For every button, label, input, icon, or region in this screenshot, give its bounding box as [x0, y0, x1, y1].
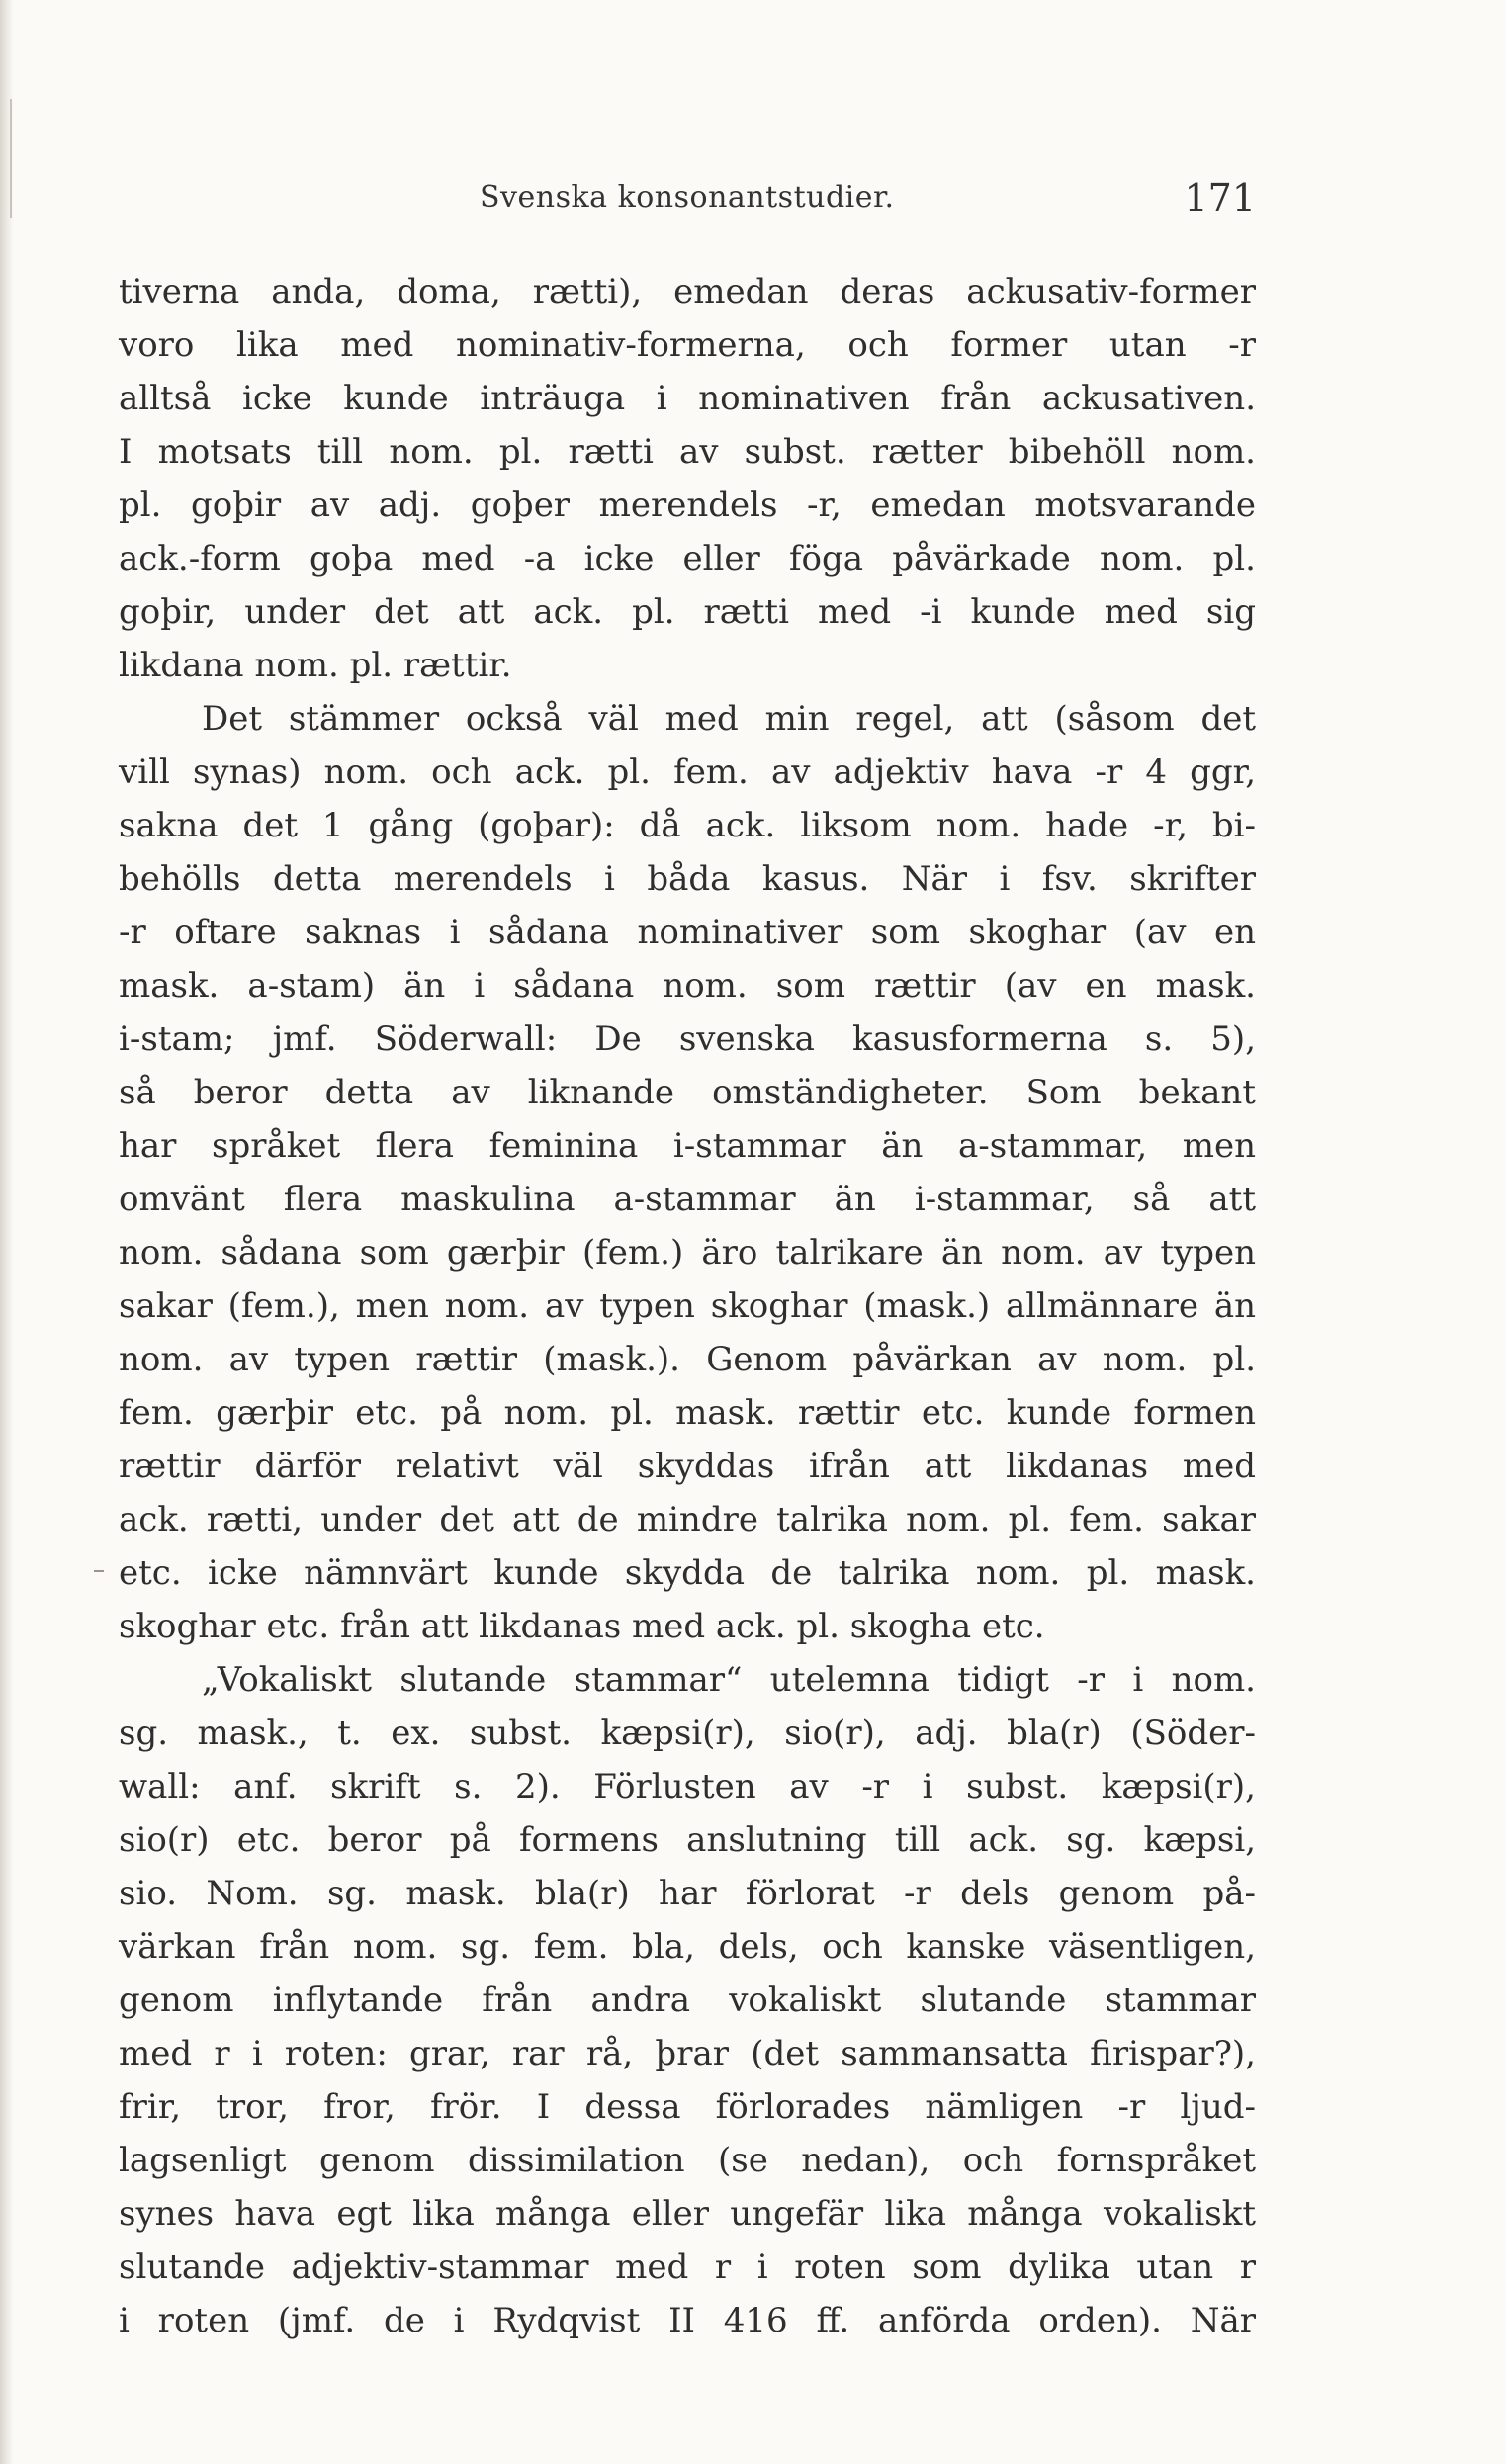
text-line: behölls detta merendels i båda kasus. När i fsv. skrifter — [119, 859, 1256, 899]
text-line: lagsenligt genom dissimilation (se nedan), och fornspråket — [119, 2141, 1256, 2180]
text-line: nom. sådana som gærþir (fem.) äro talrikare än nom. av typen — [119, 1233, 1256, 1273]
text-line: så beror detta av liknande omständigheter. Som bekant — [119, 1073, 1256, 1112]
text-line: etc. icke nämnvärt kunde skydda de talrika nom. pl. mask. — [119, 1553, 1256, 1593]
page-gutter — [0, 0, 14, 2464]
text-line: skoghar etc. från att likdanas med ack. pl. skogha etc. — [119, 1607, 1045, 1646]
text-line: sg. mask., t. ex. subst. kæpsi(r), sio(r), adj. bla(r) (Söder- — [119, 1714, 1256, 1753]
text-line: -r oftare saknas i sådana nominativer som skoghar (av en — [119, 913, 1256, 952]
text-line: omvänt flera maskulina a-stammar än i-stammar, så att — [119, 1180, 1256, 1219]
text-line: rættir därför relativt väl skyddas ifrån att likdanas med — [119, 1447, 1256, 1486]
text-line: Det stämmer också väl med min regel, att (såsom det — [202, 699, 1256, 739]
text-line: tiverna anda, doma, rætti), emedan deras ackusativ-former — [119, 272, 1256, 311]
text-line: goþir, under det att ack. pl. rætti med -i kunde med sig — [119, 592, 1256, 632]
text-line: alltså icke kunde inträuga i nominativen från ackusativen. — [119, 379, 1256, 418]
text-line: sio(r) etc. beror på formens anslutning till ack. sg. kæpsi, — [119, 1820, 1256, 1860]
text-line: i roten (jmf. de i Rydqvist II 416 ff. anförda orden). När — [119, 2301, 1256, 2340]
text-line: med r i roten: grar, rar rå, þrar (det sammansatta firispar?), — [119, 2034, 1256, 2073]
text-line: genom inflytande från andra vokaliskt slutande stammar — [119, 1980, 1256, 2020]
text-line: ack.-form goþa med -a icke eller föga påvärkade nom. pl. — [119, 539, 1256, 578]
page-number: 171 — [1184, 176, 1256, 220]
text-line: vill synas) nom. och ack. pl. fem. av adjektiv hava -r 4 ggr, — [119, 752, 1256, 792]
text-line: likdana nom. pl. rættir. — [119, 646, 512, 685]
text-line: „Vokaliskt slutande stammar“ utelemna tidigt -r i nom. — [202, 1660, 1256, 1700]
text-line: värkan från nom. sg. fem. bla, dels, och kanske väsentligen, — [119, 1927, 1256, 1967]
text-line: nom. av typen rættir (mask.). Genom påvärkan av nom. pl. — [119, 1340, 1256, 1379]
text-line: wall: anf. skrift s. 2). Förlusten av -r i subst. kæpsi(r), — [119, 1767, 1256, 1806]
text-line: I motsats till nom. pl. rætti av subst. rætter bibehöll nom. — [119, 432, 1256, 472]
text-line: fem. gærþir etc. på nom. pl. mask. rættir etc. kunde formen — [119, 1393, 1256, 1433]
text-line: slutande adjektiv-stammar med r i roten som dylika utan r — [119, 2247, 1256, 2287]
text-line: pl. goþir av adj. goþer merendels -r, emedan motsvarande — [119, 485, 1256, 525]
gutter-mark — [10, 99, 12, 218]
page-header — [119, 176, 1256, 223]
text-line: mask. a-stam) än i sådana nom. som rættir (av en mask. — [119, 966, 1256, 1006]
margin-mark — [94, 1570, 104, 1572]
text-line: sakar (fem.), men nom. av typen skoghar (mask.) allmännare än — [119, 1286, 1256, 1326]
body-text — [119, 265, 1256, 2347]
text-line: frir, tror, fror, frör. I dessa förlorades nämligen -r ljud- — [119, 2087, 1256, 2127]
text-line: i-stam; jmf. Söderwall: De svenska kasusformerna s. 5), — [119, 1019, 1256, 1059]
text-line: har språket flera feminina i-stammar än a-stammar, men — [119, 1126, 1256, 1166]
text-line: synes hava egt lika många eller ungefär lika många vokaliskt — [119, 2194, 1256, 2234]
text-line: voro lika med nominativ-formerna, och former utan -r — [119, 325, 1256, 365]
running-head: Svenska konsonantstudier. — [480, 180, 895, 215]
text-line: sakna det 1 gång (goþar): då ack. liksom nom. hade -r, bi- — [119, 806, 1256, 845]
text-line: ack. rætti, under det att de mindre talrika nom. pl. fem. sakar — [119, 1500, 1256, 1540]
text-line: sio. Nom. sg. mask. bla(r) har förlorat -r dels genom på- — [119, 1874, 1256, 1913]
